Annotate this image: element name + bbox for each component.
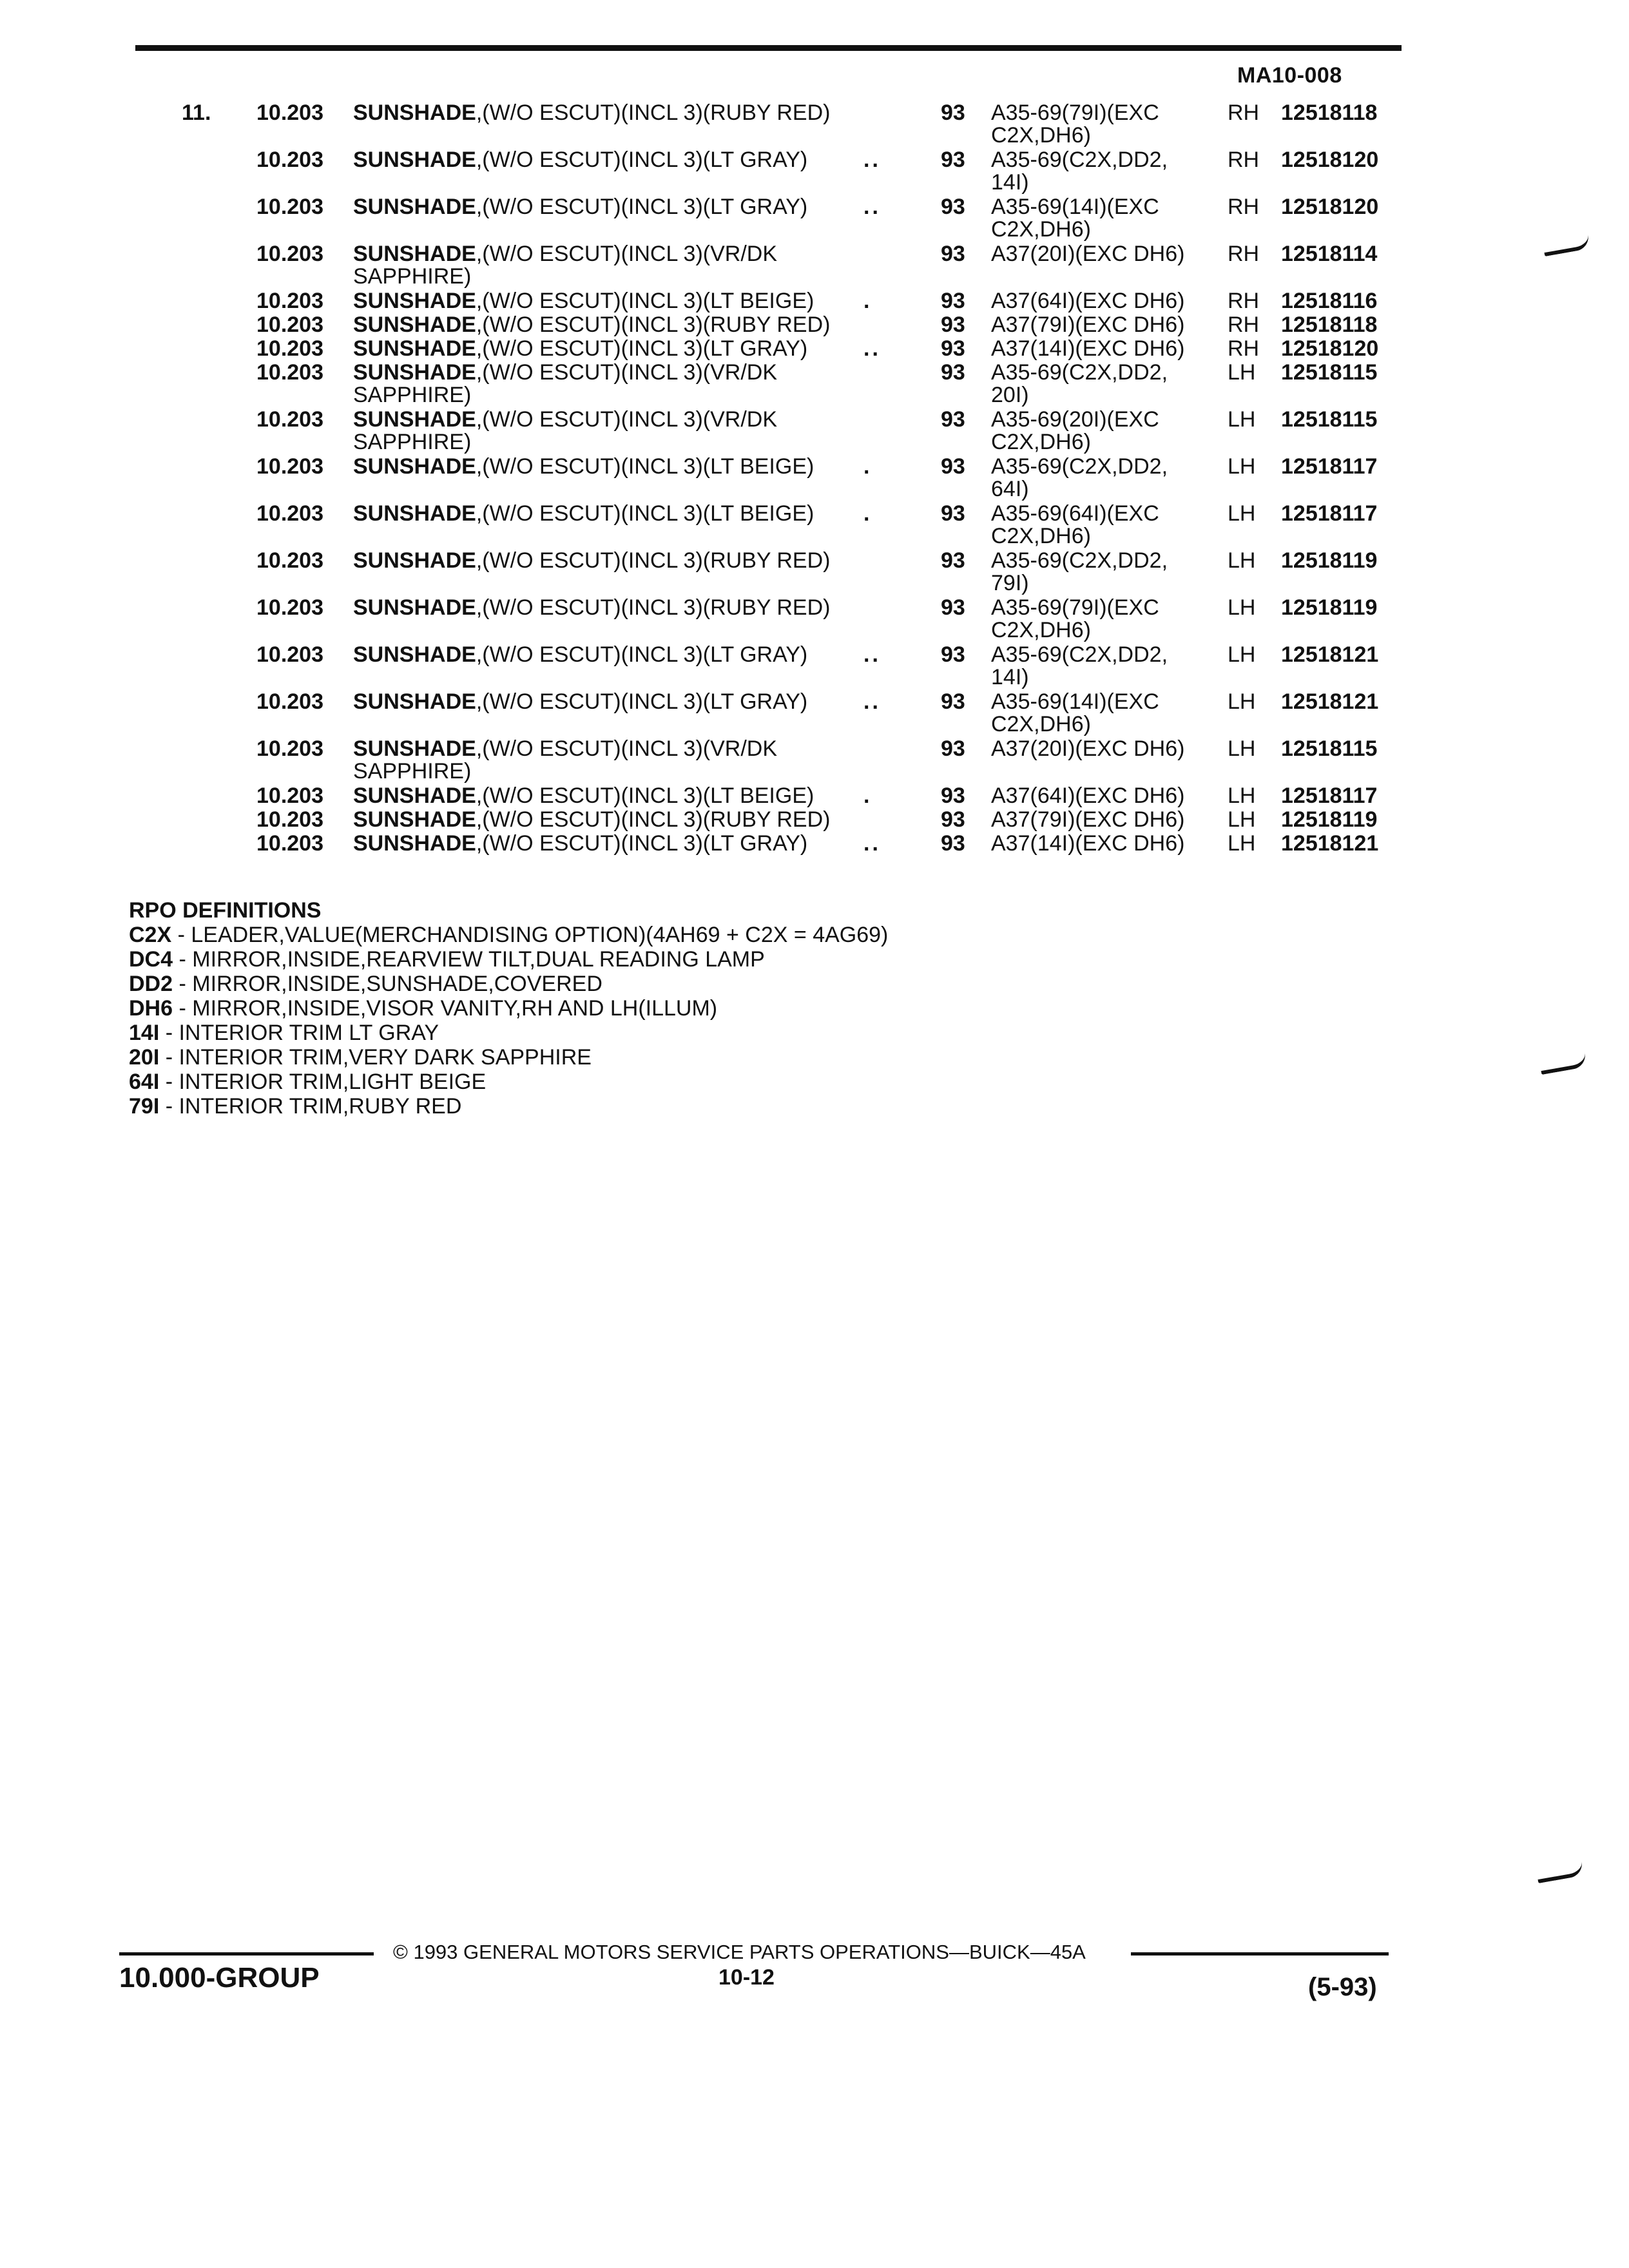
part-name: SUNSHADE [353, 289, 476, 313]
model-year: 93 [941, 101, 965, 125]
model-year: 93 [941, 407, 965, 432]
model-applicability: A35-69(79I)(EXC [991, 595, 1159, 620]
part-description-detail: ,(W/O ESCUT)(INCL 3)(LT GRAY) [476, 642, 808, 667]
part-number: 12518120 [1281, 195, 1379, 219]
rpo-text: - MIRROR,INSIDE,REARVIEW TILT,DUAL READING LAMP [173, 947, 765, 972]
group-number: 10.203 [256, 454, 323, 479]
part-description-detail: ,(W/O ESCUT)(INCL 3)(RUBY RED) [476, 101, 831, 125]
part-name: SUNSHADE [353, 312, 476, 337]
side: LH [1228, 454, 1256, 479]
side: RH [1228, 101, 1260, 125]
part-number: 12518118 [1281, 101, 1378, 125]
leader-dots: . [863, 501, 872, 526]
model-year: 93 [941, 242, 965, 266]
part-number: 12518114 [1281, 242, 1378, 266]
part-number: 12518121 [1281, 831, 1379, 856]
footer-rule-left [119, 1952, 374, 1956]
rpo-text: - MIRROR,INSIDE,VISOR VANITY,RH AND LH(ILLUM) [173, 996, 718, 1021]
side: RH [1228, 148, 1260, 172]
group-number: 10.203 [256, 595, 323, 620]
rpo-code: DC4 [129, 947, 173, 972]
leader-dots: . [863, 289, 872, 313]
model-applicability-continued: C2X,DH6) [991, 217, 1091, 242]
part-description [353, 809, 831, 831]
part-number: 12518121 [1281, 689, 1379, 714]
group-number: 10.203 [256, 101, 323, 125]
rpo-text: - INTERIOR TRIM,LIGHT BEIGE [159, 1070, 487, 1094]
model-year: 93 [941, 289, 965, 313]
rpo-text: - INTERIOR TRIM LT GRAY [159, 1021, 439, 1045]
rpo-title: RPO DEFINITIONS [129, 898, 322, 923]
rpo-definition [129, 1070, 888, 1094]
side: LH [1228, 407, 1256, 432]
model-year: 93 [941, 548, 965, 573]
model-applicability: A35-69(14I)(EXC [991, 195, 1159, 219]
part-description-detail: ,(W/O ESCUT)(INCL 3)(LT BEIGE) [476, 783, 815, 808]
model-applicability: A35-69(C2X,DD2, [991, 548, 1168, 573]
part-description-detail: ,(W/O ESCUT)(INCL 3)(LT GRAY) [476, 336, 808, 361]
model-applicability: A37(79I)(EXC DH6) [991, 312, 1185, 337]
footer-page-number: 10-12 [718, 1965, 775, 1990]
rpo-code: 64I [129, 1070, 160, 1094]
part-description-detail: ,(W/O ESCUT)(INCL 3)(LT GRAY) [476, 689, 808, 714]
model-applicability-continued: C2X,DH6) [991, 712, 1091, 736]
group-number: 10.203 [256, 689, 323, 714]
side: LH [1228, 689, 1256, 714]
page-id: MA10-008 [1237, 63, 1342, 88]
group-number: 10.203 [256, 312, 323, 337]
model-year: 93 [941, 312, 965, 337]
model-applicability: A35-69(64I)(EXC [991, 501, 1159, 526]
rpo-definition [129, 1094, 888, 1119]
part-description-detail: ,(W/O ESCUT)(INCL 3)(RUBY RED) [476, 548, 831, 573]
part-description-detail: ,(W/O ESCUT)(INCL 3)(VR/DK [476, 736, 777, 761]
rpo-definition [129, 1045, 888, 1070]
model-applicability: A37(20I)(EXC DH6) [991, 242, 1185, 266]
side: RH [1228, 289, 1260, 313]
side: RH [1228, 312, 1260, 337]
leader-dots: .. [863, 336, 881, 361]
part-number: 12518115 [1281, 407, 1378, 432]
part-description [353, 503, 814, 525]
model-applicability-continued: C2X,DH6) [991, 123, 1091, 148]
side: LH [1228, 360, 1256, 385]
rpo-code: 79I [129, 1094, 160, 1119]
part-description [353, 102, 831, 124]
part-description-continued: SAPPHIRE) [353, 383, 472, 407]
side: LH [1228, 831, 1256, 856]
part-description-detail: ,(W/O ESCUT)(INCL 3)(RUBY RED) [476, 595, 831, 620]
model-year: 93 [941, 148, 965, 172]
rpo-definition [129, 996, 888, 1021]
part-description [353, 314, 831, 336]
part-description-detail: ,(W/O ESCUT)(INCL 3)(VR/DK [476, 242, 777, 266]
part-description-detail: ,(W/O ESCUT)(INCL 3)(LT BEIGE) [476, 454, 815, 479]
model-year: 93 [941, 807, 965, 832]
side: RH [1228, 336, 1260, 361]
part-name: SUNSHADE [353, 242, 476, 266]
part-description-detail: ,(W/O ESCUT)(INCL 3)(VR/DK [476, 360, 777, 385]
model-applicability-continued: 20I) [991, 383, 1029, 407]
model-applicability: A37(79I)(EXC DH6) [991, 807, 1185, 832]
group-number: 10.203 [256, 736, 323, 761]
part-number: 12518119 [1281, 548, 1378, 573]
side: LH [1228, 736, 1256, 761]
rpo-definitions [129, 898, 888, 1119]
leader-dots: .. [863, 148, 881, 172]
model-applicability: A37(14I)(EXC DH6) [991, 336, 1185, 361]
model-year: 93 [941, 454, 965, 479]
part-name: SUNSHADE [353, 360, 476, 385]
binding-mark [1543, 235, 1591, 256]
rpo-code: DH6 [129, 996, 173, 1021]
part-name: SUNSHADE [353, 501, 476, 526]
copyright-text: © 1993 GENERAL MOTORS SERVICE PARTS OPERATIONS—BUICK—45A [393, 1941, 1086, 1963]
part-description [353, 338, 807, 360]
leader-dots: .. [863, 689, 881, 714]
group-number: 10.203 [256, 807, 323, 832]
rpo-text: - LEADER,VALUE(MERCHANDISING OPTION)(4AH69 + C2X = 4AG69) [171, 923, 889, 947]
model-applicability: A37(20I)(EXC DH6) [991, 736, 1185, 761]
model-year: 93 [941, 689, 965, 714]
part-name: SUNSHADE [353, 101, 476, 125]
part-description-detail: ,(W/O ESCUT)(INCL 3)(LT GRAY) [476, 831, 808, 856]
model-applicability: A37(64I)(EXC DH6) [991, 783, 1185, 808]
rpo-definition [129, 923, 888, 947]
group-number: 10.203 [256, 642, 323, 667]
side: RH [1228, 242, 1260, 266]
part-description [353, 456, 814, 478]
model-applicability-continued: C2X,DH6) [991, 524, 1091, 548]
part-description [353, 149, 807, 171]
footer-date: (5-93) [1308, 1973, 1377, 2001]
part-number: 12518118 [1281, 312, 1378, 337]
model-applicability-continued: 64I) [991, 477, 1029, 501]
leader-dots: . [863, 783, 872, 808]
side: LH [1228, 595, 1256, 620]
part-description-continued: SAPPHIRE) [353, 264, 472, 289]
part-description [353, 597, 831, 619]
model-applicability-continued: C2X,DH6) [991, 618, 1091, 642]
part-description [353, 644, 807, 666]
model-applicability: A35-69(14I)(EXC [991, 689, 1159, 714]
part-description [353, 408, 777, 431]
part-description-continued: SAPPHIRE) [353, 430, 472, 454]
part-description [353, 243, 777, 265]
group-number: 10.203 [256, 195, 323, 219]
part-name: SUNSHADE [353, 548, 476, 573]
model-applicability: A35-69(20I)(EXC [991, 407, 1159, 432]
rpo-definition [129, 1021, 888, 1045]
top-rule [135, 45, 1402, 51]
model-applicability: A35-69(79I)(EXC [991, 101, 1159, 125]
rpo-code: C2X [129, 923, 172, 947]
model-year: 93 [941, 360, 965, 385]
group-number: 10.203 [256, 501, 323, 526]
item-number: 11. [182, 101, 211, 125]
part-number: 12518121 [1281, 642, 1379, 667]
part-number: 12518117 [1281, 454, 1378, 479]
part-name: SUNSHADE [353, 807, 476, 832]
part-name: SUNSHADE [353, 689, 476, 714]
model-year: 93 [941, 336, 965, 361]
model-year: 93 [941, 501, 965, 526]
group-number: 10.203 [256, 336, 323, 361]
part-number: 12518120 [1281, 148, 1379, 172]
model-applicability: A35-69(C2X,DD2, [991, 454, 1168, 479]
group-number: 10.203 [256, 360, 323, 385]
model-applicability: A35-69(C2X,DD2, [991, 148, 1168, 172]
part-description [353, 785, 814, 807]
rpo-items [129, 923, 888, 1119]
group-number: 10.203 [256, 242, 323, 266]
rpo-definition [129, 972, 888, 996]
rpo-text: - MIRROR,INSIDE,SUNSHADE,COVERED [173, 972, 602, 996]
part-description-detail: ,(W/O ESCUT)(INCL 3)(RUBY RED) [476, 807, 831, 832]
side: LH [1228, 807, 1256, 832]
rpo-definition [129, 947, 888, 972]
side: LH [1228, 548, 1256, 573]
model-year: 93 [941, 595, 965, 620]
rpo-text: - INTERIOR TRIM,RUBY RED [159, 1094, 462, 1119]
part-description [353, 832, 807, 855]
part-number: 12518119 [1281, 595, 1378, 620]
part-number: 12518117 [1281, 501, 1378, 526]
binding-mark [1536, 1861, 1585, 1883]
part-description [353, 550, 831, 572]
part-number: 12518115 [1281, 360, 1378, 385]
footer-rule-right [1131, 1952, 1389, 1956]
side: LH [1228, 501, 1256, 526]
model-applicability-continued: 79I) [991, 571, 1029, 595]
part-description-continued: SAPPHIRE) [353, 759, 472, 783]
part-description-detail: ,(W/O ESCUT)(INCL 3)(LT GRAY) [476, 195, 808, 219]
part-description-detail: ,(W/O ESCUT)(INCL 3)(LT BEIGE) [476, 501, 815, 526]
group-number: 10.203 [256, 407, 323, 432]
part-name: SUNSHADE [353, 783, 476, 808]
model-year: 93 [941, 831, 965, 856]
side: LH [1228, 783, 1256, 808]
model-year: 93 [941, 783, 965, 808]
group-number: 10.203 [256, 783, 323, 808]
model-applicability: A35-69(C2X,DD2, [991, 642, 1168, 667]
model-applicability: A37(14I)(EXC DH6) [991, 831, 1185, 856]
part-description [353, 738, 777, 760]
rpo-code: 20I [129, 1045, 160, 1070]
model-applicability: A37(64I)(EXC DH6) [991, 289, 1185, 313]
part-name: SUNSHADE [353, 454, 476, 479]
model-year: 93 [941, 736, 965, 761]
part-name: SUNSHADE [353, 736, 476, 761]
model-applicability-continued: C2X,DH6) [991, 430, 1091, 454]
part-description-detail: ,(W/O ESCUT)(INCL 3)(LT GRAY) [476, 148, 808, 172]
part-number: 12518116 [1281, 289, 1378, 313]
part-number: 12518120 [1281, 336, 1379, 361]
part-description-detail: ,(W/O ESCUT)(INCL 3)(VR/DK [476, 407, 777, 432]
part-description [353, 290, 814, 312]
group-number: 10.203 [256, 148, 323, 172]
part-description [353, 196, 807, 218]
rpo-code: 14I [129, 1021, 160, 1045]
part-name: SUNSHADE [353, 148, 476, 172]
leader-dots: .. [863, 195, 881, 219]
group-number: 10.203 [256, 289, 323, 313]
part-description [353, 361, 777, 384]
part-name: SUNSHADE [353, 595, 476, 620]
part-number: 12518117 [1281, 783, 1378, 808]
part-number: 12518119 [1281, 807, 1378, 832]
part-description [353, 691, 807, 713]
model-year: 93 [941, 642, 965, 667]
side: LH [1228, 642, 1256, 667]
part-name: SUNSHADE [353, 195, 476, 219]
rpo-code: DD2 [129, 972, 173, 996]
part-name: SUNSHADE [353, 407, 476, 432]
part-description-detail: ,(W/O ESCUT)(INCL 3)(LT BEIGE) [476, 289, 815, 313]
model-year: 93 [941, 195, 965, 219]
footer-group: 10.000-GROUP [119, 1962, 320, 1994]
side: RH [1228, 195, 1260, 219]
part-name: SUNSHADE [353, 642, 476, 667]
model-applicability-continued: 14I) [991, 170, 1029, 195]
part-name: SUNSHADE [353, 336, 476, 361]
rpo-text: - INTERIOR TRIM,VERY DARK SAPPHIRE [159, 1045, 592, 1070]
leader-dots: .. [863, 831, 881, 856]
binding-mark [1539, 1053, 1588, 1075]
leader-dots: .. [863, 642, 881, 667]
part-description-detail: ,(W/O ESCUT)(INCL 3)(RUBY RED) [476, 312, 831, 337]
group-number: 10.203 [256, 831, 323, 856]
model-applicability: A35-69(C2X,DD2, [991, 360, 1168, 385]
part-number: 12518115 [1281, 736, 1378, 761]
model-applicability-continued: 14I) [991, 665, 1029, 689]
leader-dots: . [863, 454, 872, 479]
group-number: 10.203 [256, 548, 323, 573]
part-name: SUNSHADE [353, 831, 476, 856]
